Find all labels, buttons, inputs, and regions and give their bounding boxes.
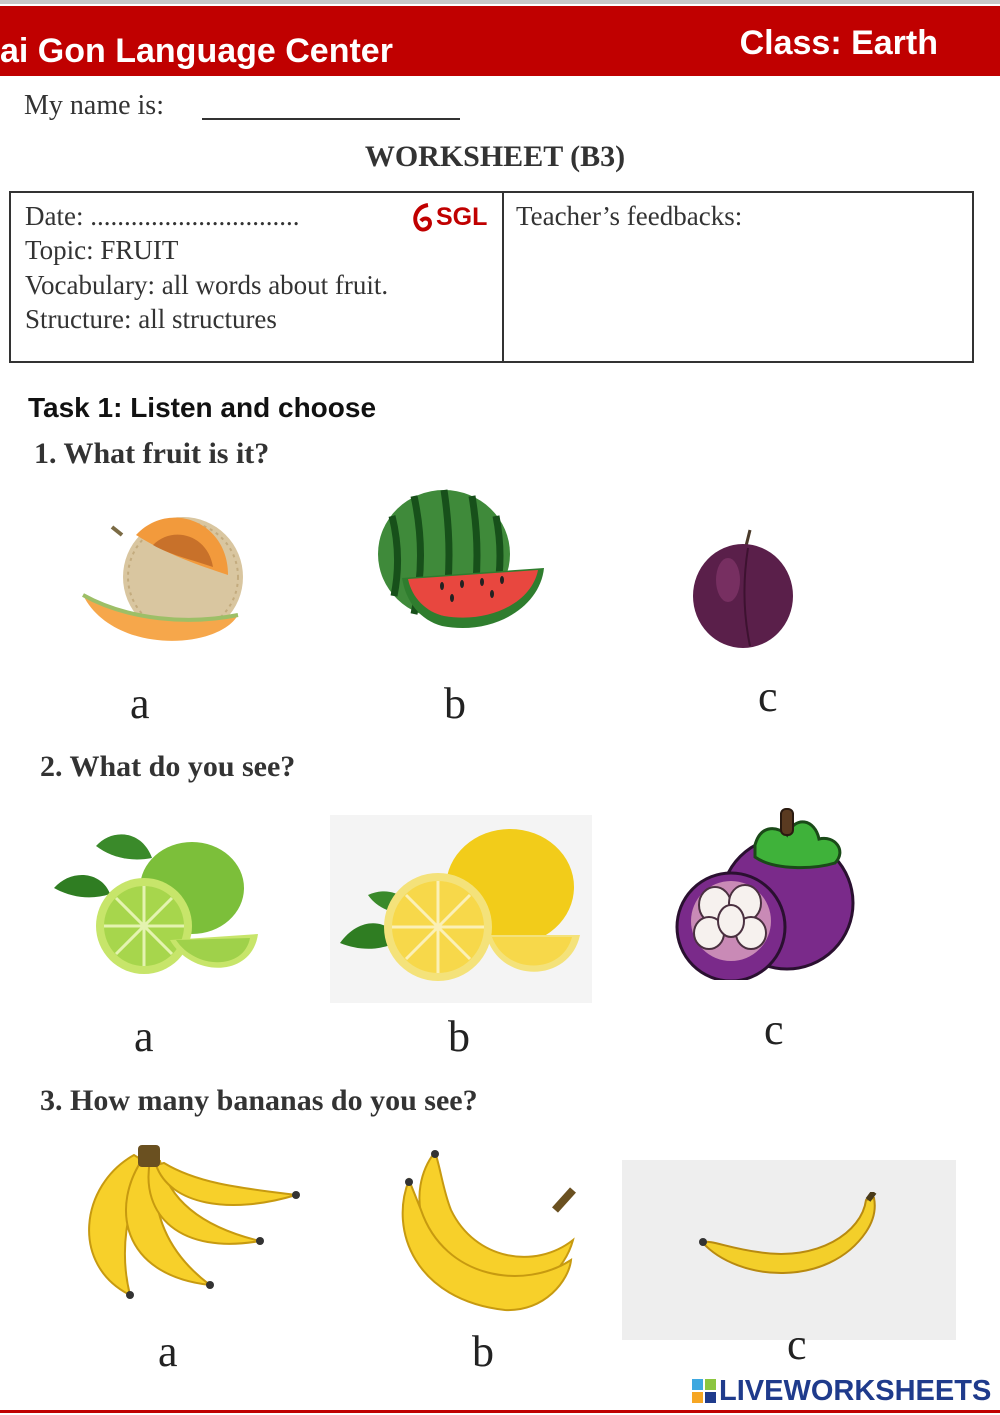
liveworksheets-logo-text: LIVEWORKSHEETS bbox=[719, 1374, 992, 1407]
question-2: 2. What do you see? bbox=[40, 750, 296, 783]
lime-image[interactable] bbox=[52, 828, 262, 978]
question-1: 1. What fruit is it? bbox=[34, 437, 270, 470]
banana-pair-image[interactable] bbox=[395, 1150, 580, 1315]
vocabulary-line: Vocabulary: all words about fruit. bbox=[25, 270, 389, 300]
banana-bunch-image[interactable] bbox=[60, 1145, 305, 1305]
header-bar bbox=[0, 6, 1000, 76]
worksheet-title: WORKSHEET (B3) bbox=[364, 140, 626, 173]
option-letter[interactable]: b bbox=[472, 1327, 494, 1376]
teacher-feedback-label: Teacher’s feedbacks: bbox=[516, 201, 743, 231]
class-label: Class: Earth bbox=[739, 24, 938, 62]
info-box bbox=[9, 191, 974, 363]
single-banana-image[interactable] bbox=[698, 1192, 883, 1290]
lemon-image[interactable] bbox=[330, 815, 592, 1003]
option-letter[interactable]: c bbox=[758, 672, 778, 721]
topic-line: Topic: FRUIT bbox=[25, 235, 179, 265]
box-divider bbox=[502, 193, 504, 363]
liveworksheets-logo bbox=[692, 1374, 991, 1408]
date-line: Date: ............................... bbox=[25, 201, 300, 231]
option-letter[interactable]: b bbox=[448, 1012, 470, 1061]
center-name: ai Gon Language Center bbox=[0, 32, 393, 70]
option-letter[interactable]: c bbox=[787, 1320, 807, 1369]
mangosteen-image[interactable] bbox=[675, 805, 855, 980]
option-letter[interactable]: a bbox=[158, 1327, 178, 1376]
watermelon-image[interactable] bbox=[372, 486, 547, 636]
sgl-logo bbox=[406, 197, 502, 239]
name-label: My name is: bbox=[24, 90, 164, 121]
structure-line: Structure: all structures bbox=[25, 304, 277, 334]
plum-image[interactable] bbox=[690, 528, 800, 650]
top-rule bbox=[0, 0, 1000, 4]
option-letter[interactable]: c bbox=[764, 1005, 784, 1054]
name-blank-line[interactable] bbox=[202, 118, 460, 120]
task-title: Task 1: Listen and choose bbox=[28, 392, 377, 423]
liveworksheets-logo-icon bbox=[692, 1379, 716, 1403]
bottom-rule bbox=[0, 1410, 1000, 1413]
option-letter[interactable]: a bbox=[130, 679, 150, 728]
question-3: 3. How many bananas do you see? bbox=[40, 1084, 478, 1117]
option-letter[interactable]: b bbox=[444, 679, 466, 728]
cantaloupe-image[interactable] bbox=[78, 505, 243, 655]
option-letter[interactable]: a bbox=[134, 1012, 154, 1061]
sgl-logo-text: SGL bbox=[436, 203, 488, 231]
